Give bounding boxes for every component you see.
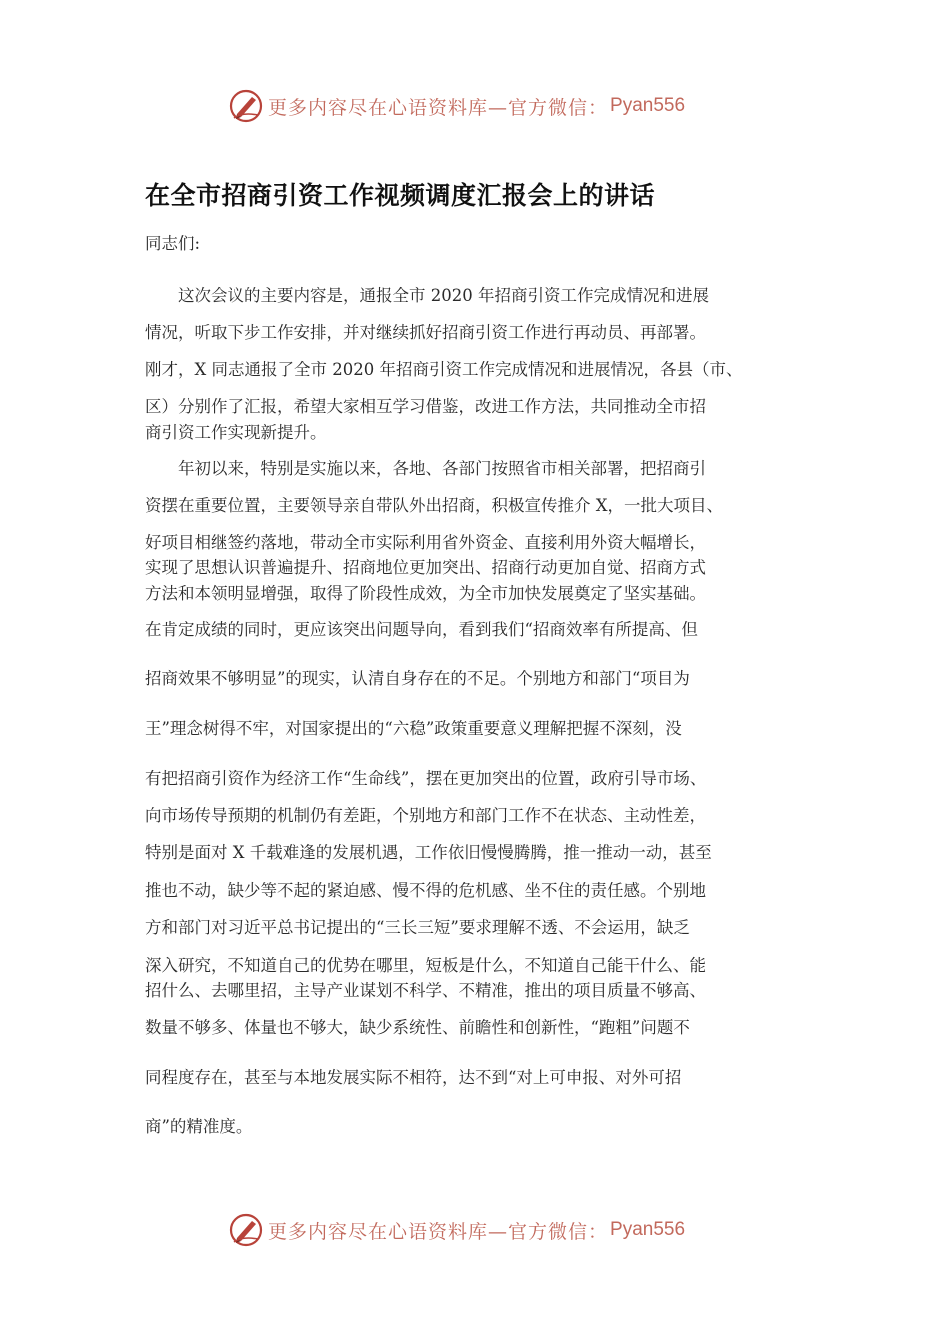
- body-line: 刚才，X 同志通报了全市 2020 年招商引资工作完成情况和进展情况，各县（市、: [145, 360, 743, 379]
- body-line: 数量不够多、体量也不够大，缺少系统性、前瞻性和创新性，“跑粗”问题不: [145, 1018, 690, 1037]
- body-line: 招商效果不够明显”的现实，认清自身存在的不足。个别地方和部门“项目为: [145, 669, 690, 688]
- watermark-wechat-id: Pyan556: [610, 1219, 686, 1240]
- body-line: 王”理念树得不牢，对国家提出的“六稳”政策重要意义理解把握不深刻，没: [145, 719, 682, 738]
- body-line: 年初以来，特别是实施以来，各地、各部门按照省市相关部署，把招商引: [145, 459, 706, 478]
- body-line: 特别是面对 X 千载难逢的发展机遇，工作依旧慢慢腾腾，推一推动一动，甚至: [145, 843, 712, 862]
- body-line: 向市场传导预期的机制仍有差距，个别地方和部门工作不在状态、主动性差，: [145, 806, 706, 825]
- watermark-footer: [228, 1210, 685, 1250]
- body-line: 实现了思想认识普遍提升、招商地位更加突出、招商行动更加自觉、招商方式: [145, 558, 706, 577]
- body-line: 情况，听取下步工作安排，并对继续抓好招商引资工作进行再动员、再部署。: [145, 323, 706, 342]
- body-line: 区）分别作了汇报，希望大家相互学习借鉴，改进工作方法，共同推动全市招: [145, 397, 706, 416]
- body-line: 深入研究，不知道自己的优势在哪里，短板是什么，不知道自己能干什么、能: [145, 956, 706, 975]
- salutation: 同志们:: [145, 234, 201, 253]
- body-line: 方和部门对习近平总书记提出的“三长三短”要求理解不透、不会运用，缺乏: [145, 918, 690, 937]
- pen-logo-icon: [228, 1212, 264, 1248]
- body-line: 好项目相继签约落地，带动全市实际利用省外资金、直接利用外资大幅增长，: [145, 533, 706, 552]
- watermark-wechat-id: Pyan556: [610, 95, 686, 116]
- body-line: 方法和本领明显增强，取得了阶段性成效，为全市加快发展奠定了坚实基础。: [145, 584, 706, 603]
- document-title: 在全市招商引资工作视频调度汇报会上的讲话: [145, 181, 656, 210]
- watermark-text: 更多内容尽在心语资料库—官方微信：: [268, 1220, 609, 1243]
- pen-logo-icon: [228, 88, 264, 124]
- watermark-header: [228, 86, 685, 126]
- body-line: 商”的精准度。: [145, 1117, 253, 1136]
- body-line: 资摆在重要位置，主要领导亲自带队外出招商，积极宣传推介 X，一批大项目、: [145, 496, 723, 515]
- body-line: 有把招商引资作为经济工作“生命线”，摆在更加突出的位置，政府引导市场、: [145, 769, 707, 788]
- body-line: 推也不动，缺少等不起的紧迫感、慢不得的危机感、坐不住的责任感。个别地: [145, 881, 706, 900]
- body-line: 这次会议的主要内容是，通报全市 2020 年招商引资工作完成情况和进展: [145, 286, 709, 305]
- body-line: 在肯定成绩的同时，更应该突出问题导向，看到我们“招商效率有所提高、但: [145, 620, 698, 639]
- watermark-text: 更多内容尽在心语资料库—官方微信：: [268, 96, 609, 119]
- body-line: 招什么、去哪里招，主导产业谋划不科学、不精准，推出的项目质量不够高、: [145, 981, 706, 1000]
- body-line: 商引资工作实现新提升。: [145, 423, 327, 442]
- body-line: 同程度存在，甚至与本地发展实际不相符，达不到“对上可申报、对外可招: [145, 1068, 682, 1087]
